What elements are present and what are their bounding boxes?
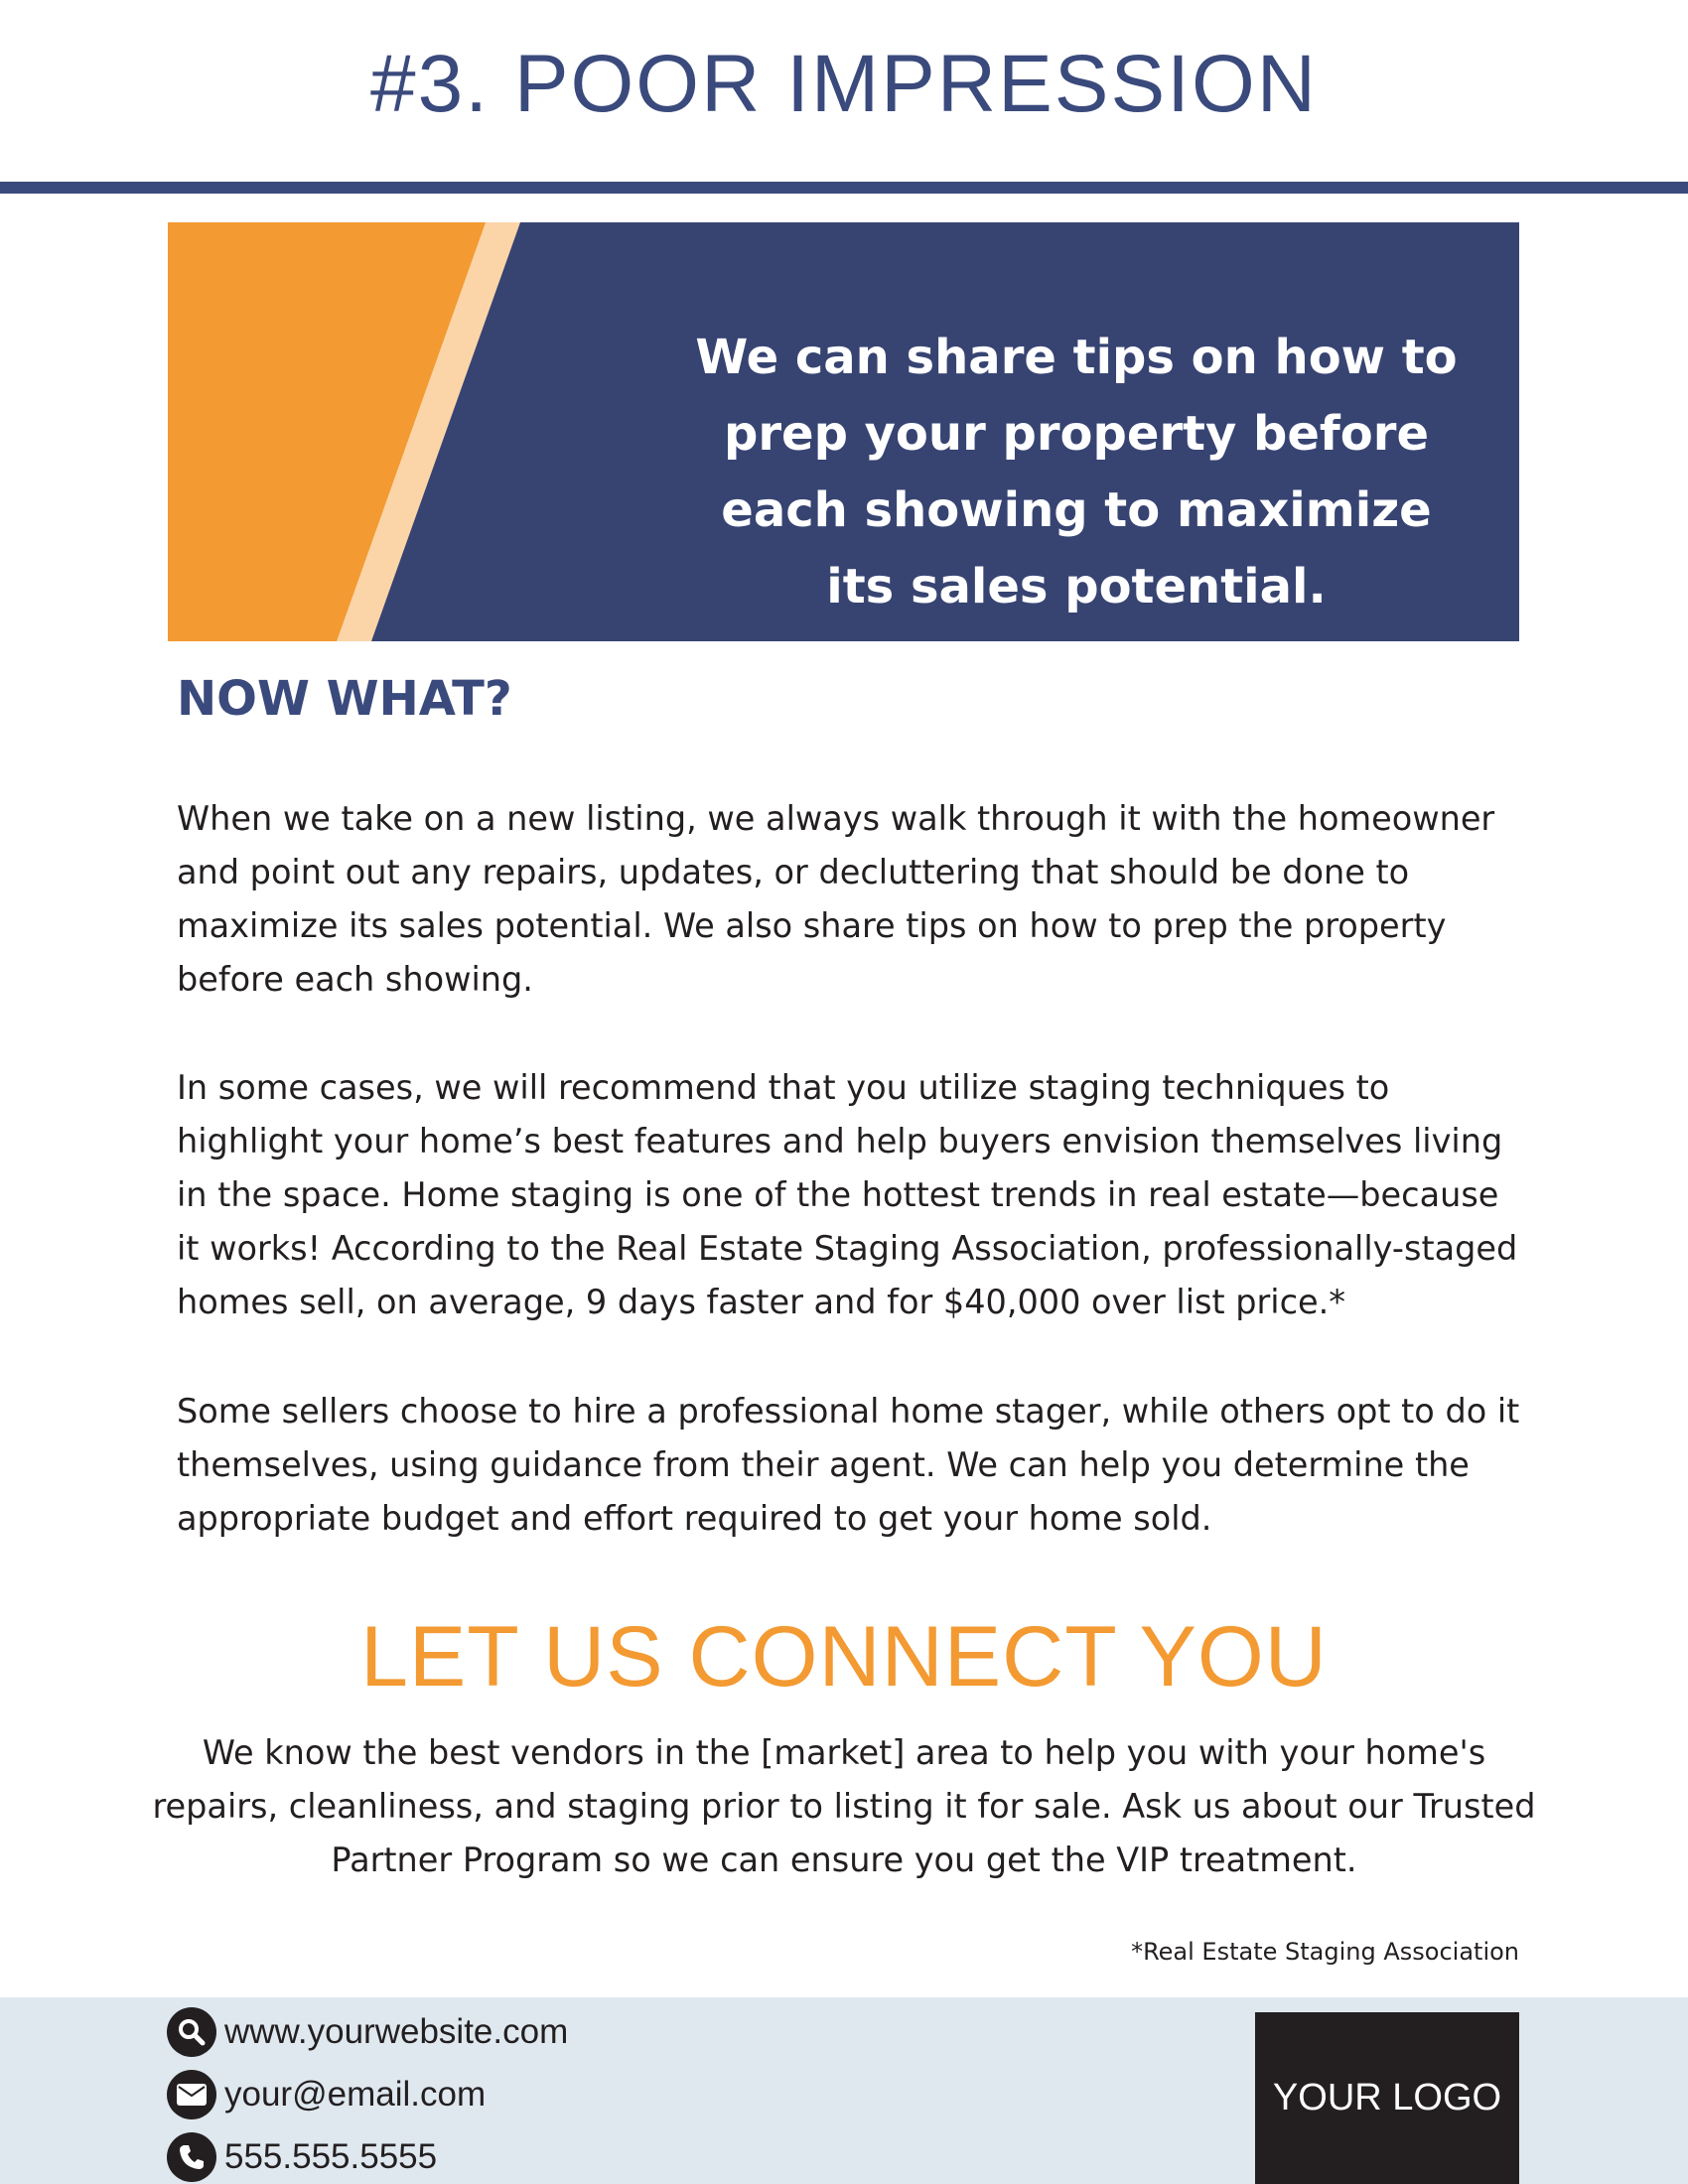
email-icon	[167, 2070, 216, 2119]
cta-body: We know the best vendors in the [market] area to help you with your home's repairs, cleanliness, and staging prior to listing it for sale. Ask us about our Trusted Partner Program so we can ensure you get the VIP treatment.	[152, 1733, 1536, 1879]
contact-email[interactable]	[167, 2070, 486, 2119]
section-heading: NOW WHAT?	[177, 671, 512, 727]
paragraph-staging: In some cases, we will recommend that you utilize staging techniques to highlight your home’s best features and help buyers envision themselves living in the space. Home staging is one of the hottest trends in real estate—because it works! According to the Real Estate Staging Association, professionally-staged homes sell, on average, 9 days faster and for $40,000 over list price.*	[177, 1068, 1518, 1321]
logo-placeholder	[1255, 2012, 1519, 2184]
cta-heading: LET US CONNECT YOU	[360, 1609, 1328, 1705]
contact-website[interactable]	[167, 2007, 568, 2057]
tip-banner	[168, 222, 1519, 641]
contact-phone[interactable]	[167, 2132, 437, 2182]
page-title: #3. POOR IMPRESSION	[370, 39, 1318, 129]
phone-number[interactable]: 555.555.5555	[224, 2137, 438, 2176]
banner-text: We can share tips on how to prep your property before each showing to maximize its sales potential.	[695, 330, 1458, 614]
footnote: *Real Estate Staging Association	[1131, 1938, 1519, 1966]
search-icon	[167, 2007, 216, 2057]
email-link[interactable]: your@email.com	[224, 2075, 487, 2114]
logo-text: YOUR LOGO	[1272, 2077, 1502, 2118]
website-link[interactable]: www.yourwebsite.com	[224, 2012, 569, 2051]
paragraph-stager-options: Some sellers choose to hire a professional home stager, while others opt to do it themselves, using guidance from their agent. We can help you determine the appropriate budget and effort required to get your home sold.	[177, 1392, 1520, 1538]
title-divider	[0, 182, 1688, 194]
phone-icon	[167, 2132, 216, 2182]
paragraph-listing-walkthrough: When we take on a new listing, we always walk through it with the homeowner and point out any repairs, updates, or decluttering that should be done to maximize its sales potential. We also share tips on how to prep the property before each showing.	[177, 799, 1495, 999]
